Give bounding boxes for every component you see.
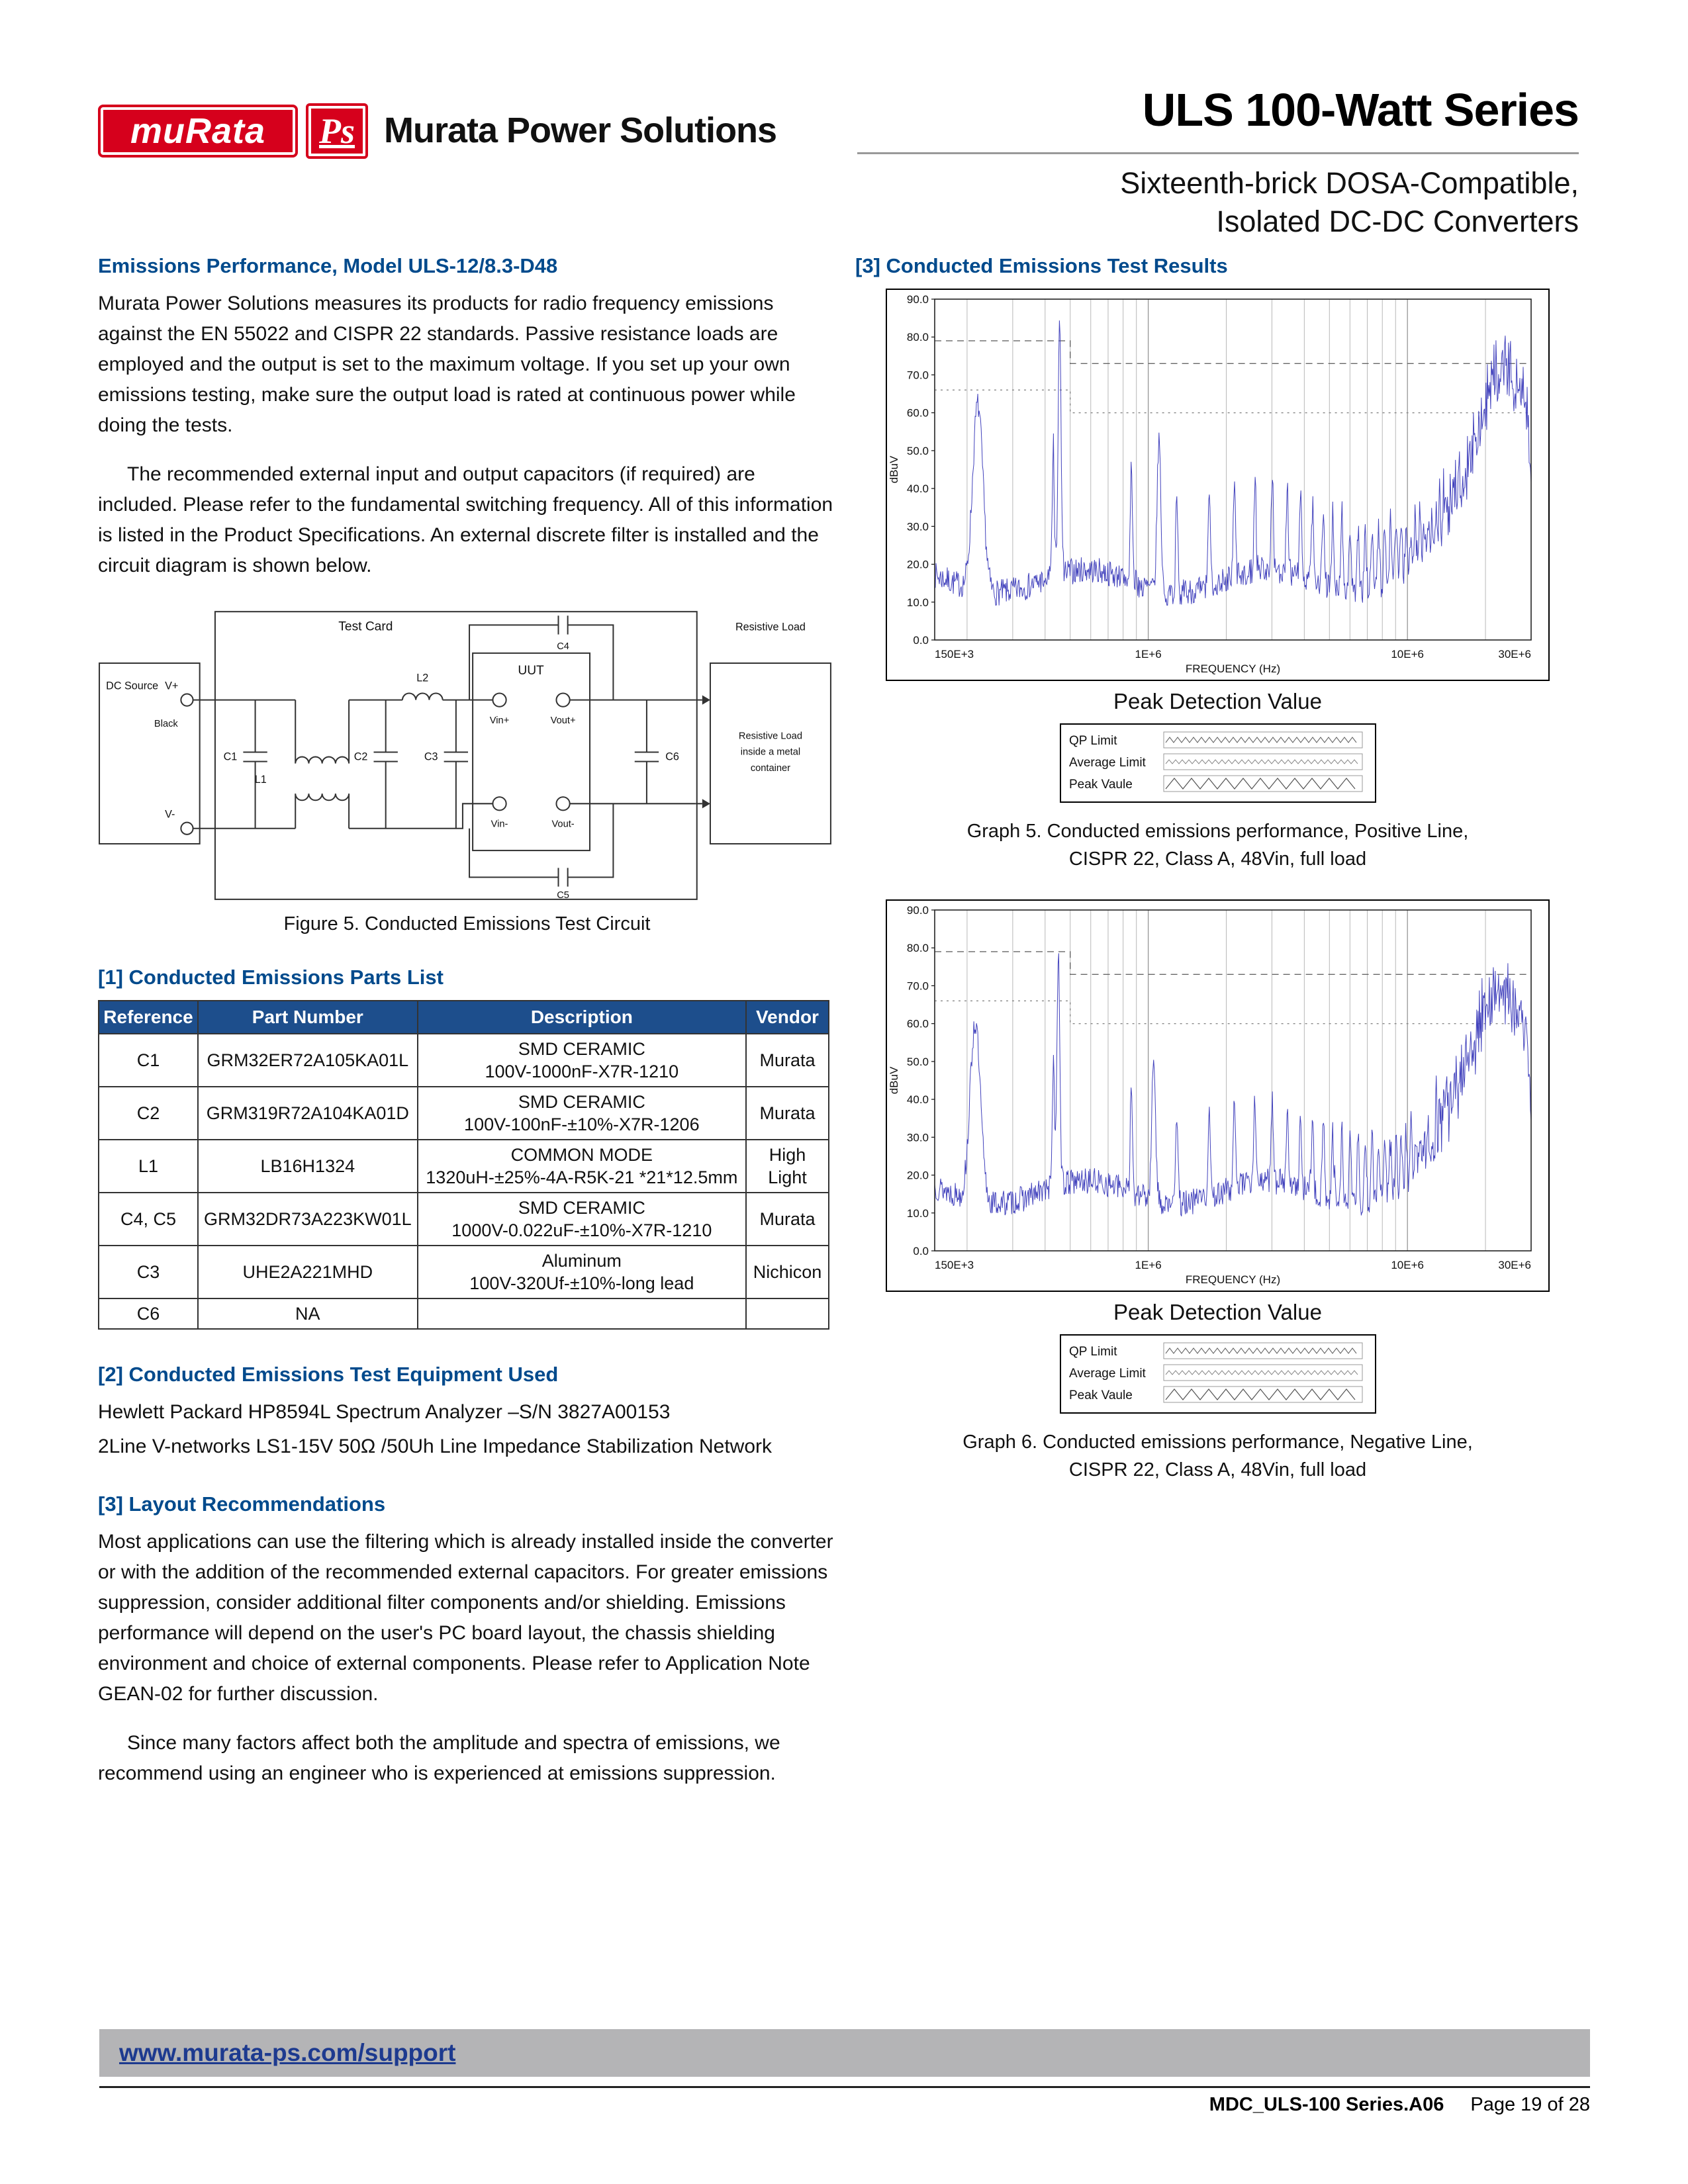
- emissions-paragraph-2: The recommended external input and output capacitors (if required) are included. Please refer to the fundamental switching frequency. All of this information is listed in the Product Specifications. An external discrete filter is installed and the circuit diagram is shown below.: [98, 463, 833, 576]
- vin-minus-terminal: [492, 797, 506, 810]
- c5-label: C5: [557, 889, 569, 901]
- subtitle-line2: Isolated DC-DC Converters: [1216, 205, 1579, 238]
- v-minus-label: V-: [165, 808, 175, 821]
- cell-vendor: Murata: [746, 1034, 829, 1087]
- footer-bar: [99, 2029, 1590, 2077]
- svg-text:1E+6: 1E+6: [1135, 1259, 1162, 1271]
- subtitle-line1: Sixteenth-brick DOSA-Compatible,: [1120, 166, 1579, 200]
- resistive-load-title: Resistive Load: [735, 621, 806, 633]
- cell-reference: C1: [99, 1034, 198, 1087]
- graph6-caption: [855, 1428, 1580, 1484]
- right-column: [855, 254, 1580, 1510]
- col-header-vendor: Vendor: [746, 1001, 829, 1034]
- cell-part-number: GRM32DR73A223KW01L: [198, 1193, 418, 1246]
- choke-winding-bottom: [295, 794, 349, 829]
- svg-text:90.0: 90.0: [906, 293, 929, 306]
- layout-paragraph-2: Since many factors affect both the amplitude and spectra of emissions, we recommend using an engineer who is experienced at emissions suppression.: [98, 1732, 780, 1784]
- equipment-line-2: 2Line V-networks LS1-15V 50Ω /50Uh Line Impedance Stabilization Network: [98, 1435, 773, 1457]
- svg-text:0.0: 0.0: [913, 1245, 929, 1257]
- cell-vendor: Murata: [746, 1087, 829, 1140]
- peak-detection-label: Peak Detection Value: [1113, 689, 1322, 713]
- vin-plus-label: Vin+: [489, 715, 510, 727]
- footer-meta: [1209, 2094, 1590, 2116]
- layout-recommendations-heading: [3] Layout Recommendations: [98, 1492, 386, 1516]
- svg-text:10E+6: 10E+6: [1391, 648, 1424, 660]
- svg-text:10.0: 10.0: [906, 596, 929, 609]
- cell-vendor: Murata: [746, 1193, 829, 1246]
- svg-text:60.0: 60.0: [906, 1017, 929, 1030]
- table-header-row: [99, 1001, 829, 1034]
- svg-text:150E+3: 150E+3: [935, 648, 974, 660]
- table-row: [99, 1246, 829, 1298]
- load-text-line3: container: [750, 762, 791, 774]
- layout-paragraph-1: Most applications can use the filtering which is already installed inside the converter or with the addition of the recommended external capacitors. For greater emissions suppression, consider additional filter components and/or shielding. Emissions performance will depend on the user's PC board layout, the chassis shielding environment and choice of external components. Please refer to Application Note GEAN-02 for further discussion.: [98, 1531, 833, 1705]
- cell-description: SMD CERAMIC 100V-100nF-±10%-X7R-1206: [418, 1087, 746, 1140]
- load-text-line2: inside a metal: [740, 747, 801, 758]
- figure5-caption: Figure 5. Conducted Emissions Test Circuit: [283, 913, 651, 934]
- arrow-bottom-icon: [702, 799, 710, 808]
- cell-description: SMD CERAMIC 1000V-0.022uF-±10%-X7R-1210: [418, 1193, 746, 1246]
- table-row: [99, 1298, 829, 1329]
- c1-label: C1: [223, 751, 238, 763]
- svg-text:10E+6: 10E+6: [1391, 1259, 1424, 1271]
- vin-plus-terminal: [492, 694, 506, 707]
- svg-text:Peak Vaule: Peak Vaule: [1068, 778, 1133, 792]
- col-header-reference: Reference: [99, 1001, 198, 1034]
- cell-reference: C2: [99, 1087, 198, 1140]
- emissions-graph-negative-line: [886, 899, 1550, 1292]
- svg-text:Peak Vaule: Peak Vaule: [1068, 1388, 1133, 1402]
- vout-plus-terminal: [556, 694, 569, 707]
- svg-text:80.0: 80.0: [906, 331, 929, 344]
- cell-description: SMD CERAMIC 100V-1000nF-X7R-1210: [418, 1034, 746, 1087]
- svg-text:FREQUENCY (Hz): FREQUENCY (Hz): [1185, 662, 1281, 675]
- equipment-heading: [2] Conducted Emissions Test Equipment Used: [98, 1363, 559, 1386]
- c4-capacitor: [469, 615, 613, 700]
- cell-part-number: LB16H1324: [198, 1140, 418, 1193]
- svg-text:dBuV: dBuV: [888, 455, 900, 484]
- svg-text:20.0: 20.0: [906, 1169, 929, 1182]
- c6-label: C6: [665, 751, 679, 763]
- svg-text:40.0: 40.0: [906, 1093, 929, 1107]
- graph6-caption-line2: CISPR 22, Class A, 48Vin, full load: [1068, 1459, 1367, 1480]
- c3-label: C3: [424, 751, 438, 763]
- table-row: [99, 1087, 829, 1140]
- load-text-line1: Resistive Load: [738, 731, 802, 742]
- choke-winding-top: [295, 700, 349, 764]
- cell-vendor: High Light: [746, 1140, 829, 1193]
- svg-text:Average Limit: Average Limit: [1068, 756, 1146, 770]
- vout-plus-label: Vout+: [550, 715, 576, 727]
- svg-text:80.0: 80.0: [906, 942, 929, 955]
- table-row: [99, 1140, 829, 1193]
- test-card-label: Test Card: [338, 619, 393, 634]
- vin-minus-label: Vin-: [491, 819, 508, 830]
- series-subtitle: [1120, 164, 1579, 241]
- c6-capacitor: [635, 700, 659, 804]
- col-header-description: Description: [418, 1001, 746, 1034]
- c3-capacitor: [444, 700, 468, 829]
- l2-inductor: [402, 694, 443, 700]
- graph6-caption-line1: Graph 6. Conducted emissions performance, Negative Line,: [962, 1432, 1473, 1453]
- vout-minus-terminal: [556, 797, 569, 810]
- svg-text:FREQUENCY (Hz): FREQUENCY (Hz): [1185, 1273, 1281, 1286]
- c2-label: C2: [353, 751, 368, 763]
- cell-description: COMMON MODE 1320uH-±25%-4A-R5K-21 *21*12.5mm: [418, 1140, 746, 1193]
- svg-text:30E+6: 30E+6: [1498, 1259, 1531, 1271]
- emissions-graph-positive-line: [886, 289, 1550, 681]
- v-plus-label: V+: [165, 680, 179, 692]
- page-number: Page 19 of 28: [1470, 2094, 1590, 2115]
- cell-part-number: NA: [198, 1298, 418, 1329]
- footer-divider: [99, 2086, 1590, 2088]
- svg-text:70.0: 70.0: [906, 979, 929, 993]
- cell-reference: C6: [99, 1298, 198, 1329]
- emissions-paragraph-1: Murata Power Solutions measures its products for radio frequency emissions against the EN 55022 and CISPR 22 standards. Passive resistance loads are employed and the output is set to the maximum voltage. If you set up your own emissions testing, make sure the output load is rated at continuous power while doing the tests.: [98, 293, 796, 436]
- c2-capacitor: [374, 700, 398, 829]
- support-link[interactable]: www.murata-ps.com/support: [119, 2039, 456, 2066]
- graph5-caption-line1: Graph 5. Conducted emissions performance, Positive Line,: [966, 821, 1469, 842]
- svg-text:0.0: 0.0: [913, 634, 929, 647]
- table-row: [99, 1034, 829, 1087]
- svg-text:150E+3: 150E+3: [935, 1259, 974, 1271]
- svg-text:QP Limit: QP Limit: [1068, 1345, 1117, 1359]
- v-plus-terminal: [181, 694, 193, 706]
- svg-text:70.0: 70.0: [906, 369, 929, 382]
- svg-text:QP Limit: QP Limit: [1068, 734, 1117, 748]
- document-id: MDC_ULS-100 Series.A06: [1209, 2094, 1444, 2115]
- cell-reference: C4, C5: [99, 1193, 198, 1246]
- svg-text:10.0: 10.0: [906, 1206, 929, 1220]
- circuit-wires: [193, 700, 696, 829]
- svg-text:30.0: 30.0: [906, 520, 929, 533]
- ps-logo-text: Ps: [319, 111, 355, 151]
- c1-capacitor: [243, 700, 267, 829]
- l1-label: L1: [254, 773, 267, 786]
- test-results-heading: [3] Conducted Emissions Test Results: [855, 254, 1228, 277]
- svg-text:40.0: 40.0: [906, 482, 929, 496]
- ps-logo: [306, 103, 368, 159]
- left-column: [98, 254, 836, 1807]
- col-header-part-number: Part Number: [198, 1001, 418, 1034]
- c4-label: C4: [557, 641, 569, 652]
- figure5-circuit-diagram: [98, 600, 836, 911]
- emissions-legend: [1060, 1334, 1376, 1414]
- uut-label: UUT: [518, 664, 544, 678]
- cell-description: [418, 1298, 746, 1329]
- cell-description: Aluminum 100V-320Uf-±10%-long lead: [418, 1246, 746, 1298]
- svg-text:60.0: 60.0: [906, 406, 929, 420]
- title-divider: [857, 152, 1579, 154]
- svg-text:20.0: 20.0: [906, 558, 929, 571]
- cell-vendor: Nichicon: [746, 1246, 829, 1298]
- svg-text:90.0: 90.0: [906, 904, 929, 917]
- cell-reference: L1: [99, 1140, 198, 1193]
- cell-reference: C3: [99, 1246, 198, 1298]
- arrow-top-icon: [702, 696, 710, 705]
- murata-logo: [98, 105, 298, 158]
- emissions-performance-heading: Emissions Performance, Model ULS-12/8.3-D48: [98, 254, 558, 277]
- svg-text:dBuV: dBuV: [888, 1066, 900, 1095]
- parts-list-heading: [1] Conducted Emissions Parts List: [98, 966, 444, 989]
- test-card-box: [215, 612, 697, 899]
- cell-part-number: GRM319R72A104KA01D: [198, 1087, 418, 1140]
- equipment-line-1: Hewlett Packard HP8594L Spectrum Analyzer –S/N 3827A00153: [98, 1401, 671, 1423]
- murata-logo-text: muRata: [130, 111, 266, 151]
- cell-vendor: [746, 1298, 829, 1329]
- black-lead-label: Black: [154, 719, 178, 730]
- svg-text:Average Limit: Average Limit: [1068, 1367, 1146, 1381]
- cell-part-number: UHE2A221MHD: [198, 1246, 418, 1298]
- peak-detection-label: Peak Detection Value: [1113, 1300, 1322, 1324]
- series-title: ULS 100-Watt Series: [1142, 84, 1579, 136]
- svg-text:1E+6: 1E+6: [1135, 648, 1162, 660]
- l2-label: L2: [416, 672, 429, 684]
- table-row: [99, 1193, 829, 1246]
- parts-list-table: [98, 1000, 829, 1330]
- svg-text:50.0: 50.0: [906, 444, 929, 457]
- svg-text:50.0: 50.0: [906, 1055, 929, 1068]
- vout-minus-label: Vout-: [551, 819, 575, 830]
- cell-part-number: GRM32ER72A105KA01L: [198, 1034, 418, 1087]
- emissions-legend: [1060, 723, 1376, 803]
- graph5-caption-line2: CISPR 22, Class A, 48Vin, full load: [1068, 848, 1367, 870]
- dc-source-label: DC Source: [106, 680, 159, 692]
- v-minus-terminal: [181, 823, 193, 835]
- company-name: Murata Power Solutions: [384, 111, 777, 150]
- svg-text:30E+6: 30E+6: [1498, 648, 1531, 660]
- circuit-schematic-svg: [98, 600, 834, 907]
- graph5-caption: [855, 817, 1580, 873]
- c5-capacitor: [469, 803, 613, 886]
- svg-text:30.0: 30.0: [906, 1131, 929, 1144]
